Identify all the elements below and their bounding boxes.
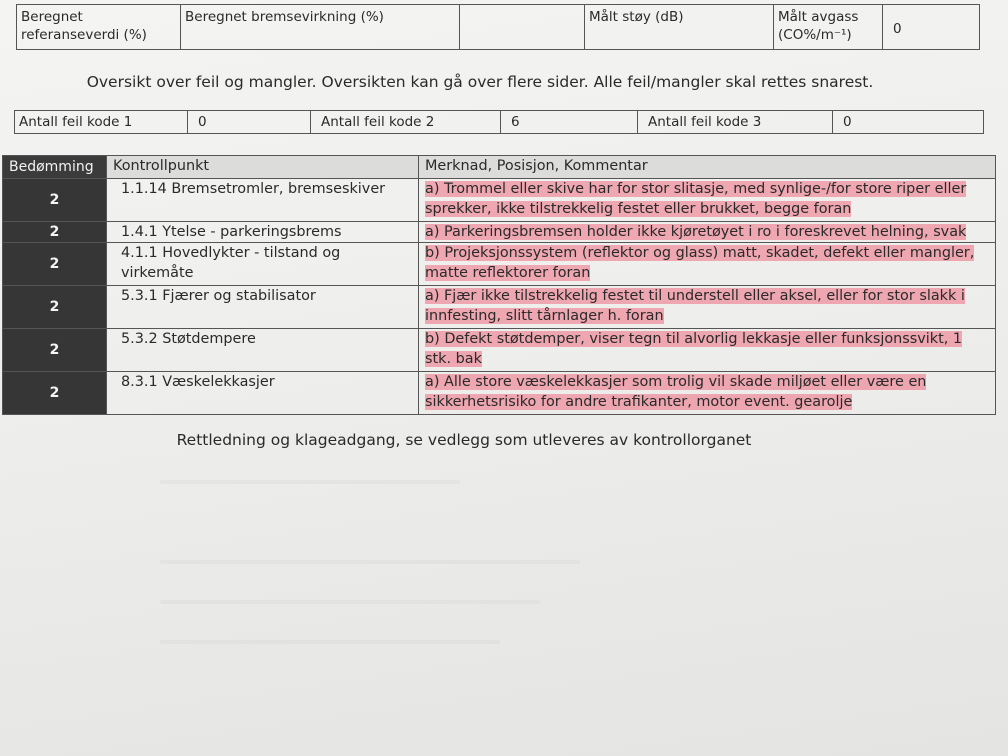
header-comment: Merknad, Posisjon, Kommentar	[419, 156, 996, 179]
count-code2-value: 6	[501, 111, 638, 134]
table-row	[3, 329, 996, 372]
findings-header-row	[3, 156, 996, 179]
comment-cell	[419, 329, 996, 372]
noise-label: Målt støy (dB)	[585, 5, 774, 50]
comment-highlight: a) Trommel eller skive har for stor slitasje, med synlige-/for store riper eller sprekker, ikke tilstrekkelig festet eller brukket, begge foran	[425, 181, 967, 217]
brake-effect-label: Beregnet bremsevirkning (%)	[185, 9, 384, 25]
bleed-through-line	[160, 480, 460, 484]
bleed-through-line	[160, 600, 540, 604]
measurement-table	[16, 4, 980, 50]
grade-cell: 2	[3, 372, 107, 415]
comment-cell	[419, 372, 996, 415]
comment-cell	[419, 222, 996, 243]
fault-count-row	[15, 111, 984, 134]
comment-cell	[419, 179, 996, 222]
guidance-text: Rettledning og klageadgang, se vedlegg som utleveres av kontrollorganet	[176, 431, 752, 449]
comment-highlight: a) Parkeringsbremsen holder ikke kjøretøyet i ro i foreskrevet helning, svak	[425, 224, 967, 240]
table-row	[3, 286, 996, 329]
checkpoint-cell: 1.1.14 Bremsetromler, bremseskiver	[107, 179, 419, 222]
measurement-row	[17, 5, 980, 50]
table-row	[3, 222, 996, 243]
grade-cell: 2	[3, 243, 107, 286]
checkpoint-cell: 8.3.1 Væskelekkasjer	[107, 372, 419, 415]
count-code2-label: Antall feil kode 2	[311, 111, 501, 134]
comment-highlight: b) Projeksjonssystem (reflektor og glass) matt, skadet, defekt eller mangler, matte reflektorer foran	[425, 245, 975, 281]
comment-highlight: a) Fjær ikke tilstrekkelig festet til understell eller aksel, eller for stor slakk i innfesting, slitt tårnlager h. foran	[425, 288, 965, 324]
table-row	[3, 372, 996, 415]
checkpoint-cell: 1.4.1 Ytelse - parkeringsbrems	[107, 222, 419, 243]
grade-cell: 2	[3, 222, 107, 243]
checkpoint-cell: 5.3.2 Støtdempere	[107, 329, 419, 372]
count-code1-label: Antall feil kode 1	[15, 111, 188, 134]
count-code1-value: 0	[188, 111, 311, 134]
grade-cell: 2	[3, 329, 107, 372]
comment-highlight: b) Defekt støtdemper, viser tegn til alvorlig lekkasje eller funksjonssvikt, 1 stk. bak	[425, 331, 963, 367]
comment-highlight: a) Alle store væskelekkasjer som trolig vil skade miljøet eller være en sikkerhetsrisiko for andre trafikanter, motor event. gearolje	[425, 374, 927, 410]
count-code3-value: 0	[833, 111, 984, 134]
comment-cell	[419, 286, 996, 329]
grade-cell: 2	[3, 286, 107, 329]
ref-value-label: Beregnet referanseverdi (%)	[17, 5, 181, 50]
table-row	[3, 179, 996, 222]
grade-cell: 2	[3, 179, 107, 222]
exhaust-label: Målt avgass (CO%/m⁻¹)	[774, 5, 883, 50]
count-code3-label: Antall feil kode 3	[638, 111, 833, 134]
checkpoint-cell: 4.1.1 Hovedlykter - tilstand og virkemåte	[107, 243, 419, 286]
table-row	[3, 243, 996, 286]
header-grade: Bedømming	[3, 156, 107, 179]
checkpoint-cell: 5.3.1 Fjærer og stabilisator	[107, 286, 419, 329]
overview-text: Oversikt over feil og mangler. Oversikten kan gå over flere sider. Alle feil/mangler skal rettes snarest.	[86, 73, 874, 91]
brake-effect-cell	[181, 5, 460, 50]
comment-cell	[419, 243, 996, 286]
header-checkpoint: Kontrollpunkt	[107, 156, 419, 179]
exhaust-value: 0	[883, 5, 980, 50]
findings-table	[2, 155, 996, 415]
bleed-through-line	[160, 640, 500, 644]
fault-count-table	[14, 110, 984, 134]
bleed-through-line	[160, 560, 580, 564]
brake-effect-value	[460, 5, 585, 50]
